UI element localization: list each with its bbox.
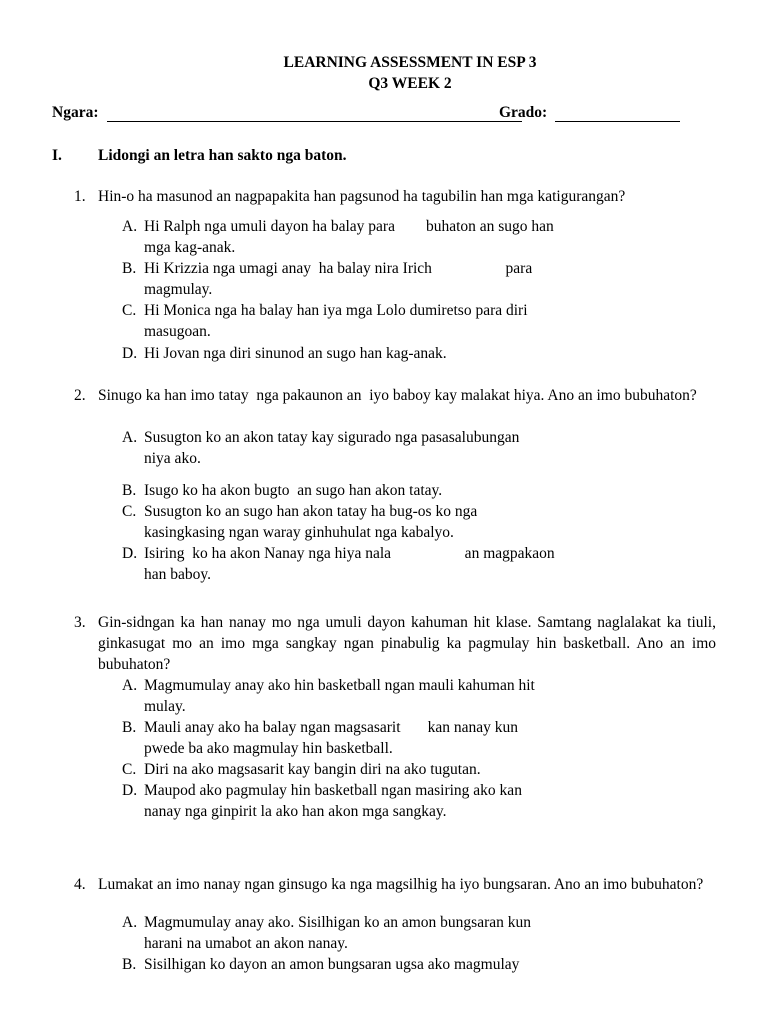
name-label: Ngara: [52, 104, 99, 121]
option-text-line: han baboy. [144, 566, 212, 583]
option-letter: A. [122, 429, 138, 446]
question-3 [74, 612, 716, 675]
option-text-line: Isiring ko ha akon Nanay nga hiya nala an magpakaon [144, 545, 555, 562]
grade-label: Grado: [499, 104, 548, 121]
option-4a[interactable] [122, 912, 642, 954]
option-1d[interactable] [122, 343, 642, 364]
option-letter: B. [122, 482, 137, 499]
option-letter: C. [122, 761, 137, 778]
option-2b[interactable] [122, 480, 642, 501]
option-text-line: Sisilhigan ko dayon an amon bungsaran ugsa ako magmulay [144, 956, 520, 973]
question-text: Lumakat an imo nanay ngan ginsugo ka nga magsilhig ha iyo bungsaran. Ano an imo bubuhaton? [98, 876, 704, 893]
option-text-line: harani na umabot an akon nanay. [144, 935, 348, 952]
option-text-line: Maupod ako pagmulay hin basketball ngan masiring ako kan [144, 782, 522, 799]
option-text-line: Mauli anay ako ha balay ngan magsasarit kan nanay kun [144, 719, 519, 736]
option-text-line: Hi Monica nga ha balay han iya mga Lolo dumiretso para diri [144, 302, 528, 319]
question-number: 2. [74, 387, 86, 404]
option-3d[interactable] [122, 780, 642, 822]
question-number: 3. [74, 614, 86, 631]
option-text-line: Diri na ako magsasarit kay bangin diri na ako tugutan. [144, 761, 481, 778]
option-letter: B. [122, 956, 137, 973]
option-text-line: Susugton ko an akon tatay kay sigurado nga pasasalubungan [144, 429, 520, 446]
option-text-line: niya ako. [144, 450, 201, 467]
option-text-line: magmulay. [144, 281, 213, 298]
option-text-line: Magmumulay anay ako. Sisilhigan ko an amon bungsaran kun [144, 914, 532, 931]
option-3b[interactable] [122, 717, 642, 759]
name-grade-row [52, 104, 732, 126]
question-text: Gin-sidngan ka han nanay mo nga umuli dayon kahuman hit klase. Samtang naglalakat ka tiuli, ginkasugat mo an imo mga sangkay ngan pinabulig ka pagmulay hin basketball. Ano an imo bubuhaton? [98, 614, 716, 673]
question-text: Hin-o ha masunod an nagpapakita han pagsunod ha tagubilin han mga katigurangan? [98, 188, 626, 205]
question-number: 1. [74, 188, 86, 205]
option-text-line: mga kag-anak. [144, 239, 236, 256]
option-letter: A. [122, 914, 138, 931]
document-subtitle: Q3 WEEK 2 [368, 75, 452, 92]
option-text-line: Susugton ko an sugo han akon tatay ha bug-os ko nga [144, 503, 478, 520]
option-letter: B. [122, 719, 137, 736]
option-text-line: mulay. [144, 698, 186, 715]
option-2c[interactable] [122, 501, 642, 543]
question-text: Sinugo ka han imo tatay nga pakaunon an iyo baboy kay malakat hiya. Ano an imo bubuhaton? [98, 387, 697, 404]
option-3a[interactable] [122, 675, 642, 717]
option-text-line: Isugo ko ha akon bugto an sugo han akon tatay. [144, 482, 443, 499]
section-number: I. [52, 147, 62, 164]
option-text-line: kasingkasing ngan waray ginhuhulat nga kabalyo. [144, 524, 454, 541]
option-1c[interactable] [122, 300, 642, 342]
section-instruction: Lidongi an letra han sakto nga baton. [98, 147, 347, 164]
option-4b[interactable] [122, 954, 642, 975]
option-3c[interactable] [122, 759, 642, 780]
option-text-line: Magmumulay anay ako hin basketball ngan mauli kahuman hit [144, 677, 535, 694]
option-text-line: Hi Ralph nga umuli dayon ha balay para buhaton an sugo han [144, 218, 554, 235]
option-2a[interactable] [122, 427, 642, 469]
question-2 [74, 385, 716, 406]
name-blank-line[interactable] [107, 121, 522, 122]
option-text-line: Hi Krizzia nga umagi anay ha balay nira Irich para [144, 260, 533, 277]
option-letter: A. [122, 677, 138, 694]
option-letter: C. [122, 302, 137, 319]
question-number: 4. [74, 876, 86, 893]
option-1a[interactable] [122, 216, 642, 258]
option-text-line: Hi Jovan nga diri sinunod an sugo han kag-anak. [144, 345, 447, 362]
document-title: LEARNING ASSESSMENT IN ESP 3 [283, 54, 537, 71]
question-1 [74, 186, 716, 207]
option-letter: D. [122, 545, 138, 562]
option-text-line: nanay nga ginpirit la ako han akon mga sangkay. [144, 803, 447, 820]
option-letter: D. [122, 345, 138, 362]
option-letter: A. [122, 218, 138, 235]
option-text-line: pwede ba ako magmulay hin basketball. [144, 740, 393, 757]
question-4 [74, 874, 716, 895]
grade-blank-line[interactable] [555, 121, 680, 122]
option-letter: C. [122, 503, 137, 520]
option-letter: D. [122, 782, 138, 799]
option-2d[interactable] [122, 543, 642, 585]
option-letter: B. [122, 260, 137, 277]
option-1b[interactable] [122, 258, 642, 300]
option-text-line: masugoan. [144, 323, 211, 340]
